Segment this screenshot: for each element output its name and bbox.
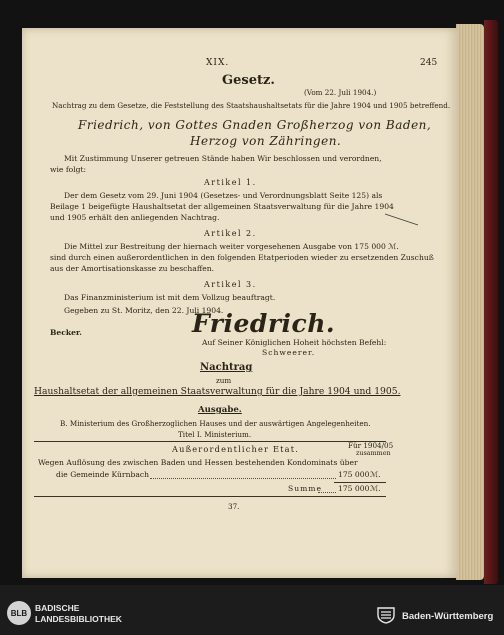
- countersign-becker: Becker.: [50, 328, 82, 337]
- article-1-line: und 1905 erhält den anliegenden Nachtrag.: [50, 213, 220, 222]
- article-1-line: Der dem Gesetz vom 29. Juni 1904 (Gesetzes- und Verordnungsblatt Seite 125) als: [64, 191, 383, 200]
- region-name[interactable]: Baden-Württemberg: [402, 611, 494, 622]
- table-bottom-rule: [34, 496, 386, 497]
- ausgabe-heading: Ausgabe.: [198, 405, 242, 415]
- title-line: Titel I. Ministerium.: [178, 430, 252, 439]
- library-name-line-1: BADISCHE: [35, 603, 80, 613]
- item-currency: ℳ.: [370, 470, 381, 479]
- library-name[interactable]: [35, 603, 122, 625]
- article-2-line: Die Mittel zur Bestreitung der hiernach weiter vorgesehenen Ausgabe von 175 000 ℳ.: [64, 242, 399, 251]
- sum-rule: [334, 482, 386, 483]
- coat-of-arms-icon: [376, 606, 396, 624]
- nachtrag-heading: Haushaltsetat der allgemeinen Staatsverwaltung für die Jahre 1904 und 1905.: [34, 386, 401, 397]
- decree-line-2: Herzog von Zähringen.: [190, 134, 342, 148]
- item-amount: 175 000: [338, 470, 370, 479]
- article-3-line: Das Finanzministerium ist mit dem Vollzug beauftragt.: [64, 293, 276, 302]
- preamble-line-2: wie folgt:: [50, 165, 87, 174]
- library-name-line-2: LANDESBIBLIOTHEK: [35, 614, 122, 624]
- book-binding: [484, 20, 498, 584]
- item-line-2: die Gemeinde Kürnbach: [56, 470, 149, 479]
- document-page: [22, 28, 458, 578]
- preamble-line-1: Mit Zustimmung Unserer getreuen Stände haben Wir beschlossen und verordnen,: [64, 154, 382, 163]
- pencil-mark: [384, 213, 420, 227]
- law-title: Gesetz.: [222, 73, 275, 88]
- column-header-line-2: zusammen: [356, 449, 391, 457]
- ministry-line: B. Ministerium des Großherzoglichen Hauses und der auswärtigen Angelegenheiten.: [60, 419, 371, 428]
- page-number: 245: [420, 58, 438, 68]
- column-header-line-1: Für 1904/05: [348, 441, 394, 450]
- sum-leader-dots: [318, 492, 336, 493]
- law-subtitle: Nachtrag zu dem Gesetze, die Feststellung des Staatshaushaltsetats für die Jahre 1904 und 1905 betreffend.: [52, 101, 451, 110]
- item-leader-dots: [150, 478, 336, 479]
- item-line-1: Wegen Auflösung des zwischen Baden und Hessen bestehenden Kondominats über: [38, 458, 358, 467]
- decree-line-1: Friedrich, von Gottes Gnaden Großherzog von Baden,: [78, 118, 432, 132]
- page-edges: [456, 24, 484, 580]
- sheet-number: 37.: [228, 502, 240, 511]
- nachtrag-title: Nachtrag: [200, 362, 253, 373]
- order-line-1: Auf Seiner Königlichen Hoheit höchsten Befehl:: [202, 338, 387, 347]
- article-3-heading: Artikel 3.: [204, 280, 257, 289]
- article-2-heading: Artikel 2.: [204, 229, 257, 238]
- article-2-line: sind durch einen außerordentlichen in den folgenden Etatperioden wieder zu ersetzenden Zuschuß: [50, 253, 434, 262]
- article-2-line: aus der Amortisationskasse zu beschaffen.: [50, 264, 215, 273]
- table-top-rule: [34, 441, 386, 442]
- article-1-line: Beilage 1 beigefügte Haushaltsetat der allgemeinen Staatsverwaltung für die Jahre 1904: [50, 202, 394, 211]
- sum-currency: ℳ.: [370, 484, 381, 493]
- order-line-2: Schweerer.: [262, 348, 316, 357]
- etat-label: Außerordentlicher Etat.: [172, 444, 300, 454]
- article-1-heading: Artikel 1.: [204, 178, 257, 187]
- given-at-line: Gegeben zu St. Moritz, den 22. Juli 1904.: [64, 306, 224, 315]
- section-number: XIX.: [206, 58, 230, 68]
- blb-logo-icon[interactable]: BLB: [7, 601, 31, 625]
- signature-friedrich: Friedrich.: [192, 309, 336, 338]
- sum-amount: 175 000: [338, 484, 370, 493]
- sum-label: Summe: [288, 484, 322, 493]
- law-date: (Vom 22. Juli 1904.): [304, 88, 377, 97]
- nachtrag-zum: zum: [216, 376, 232, 385]
